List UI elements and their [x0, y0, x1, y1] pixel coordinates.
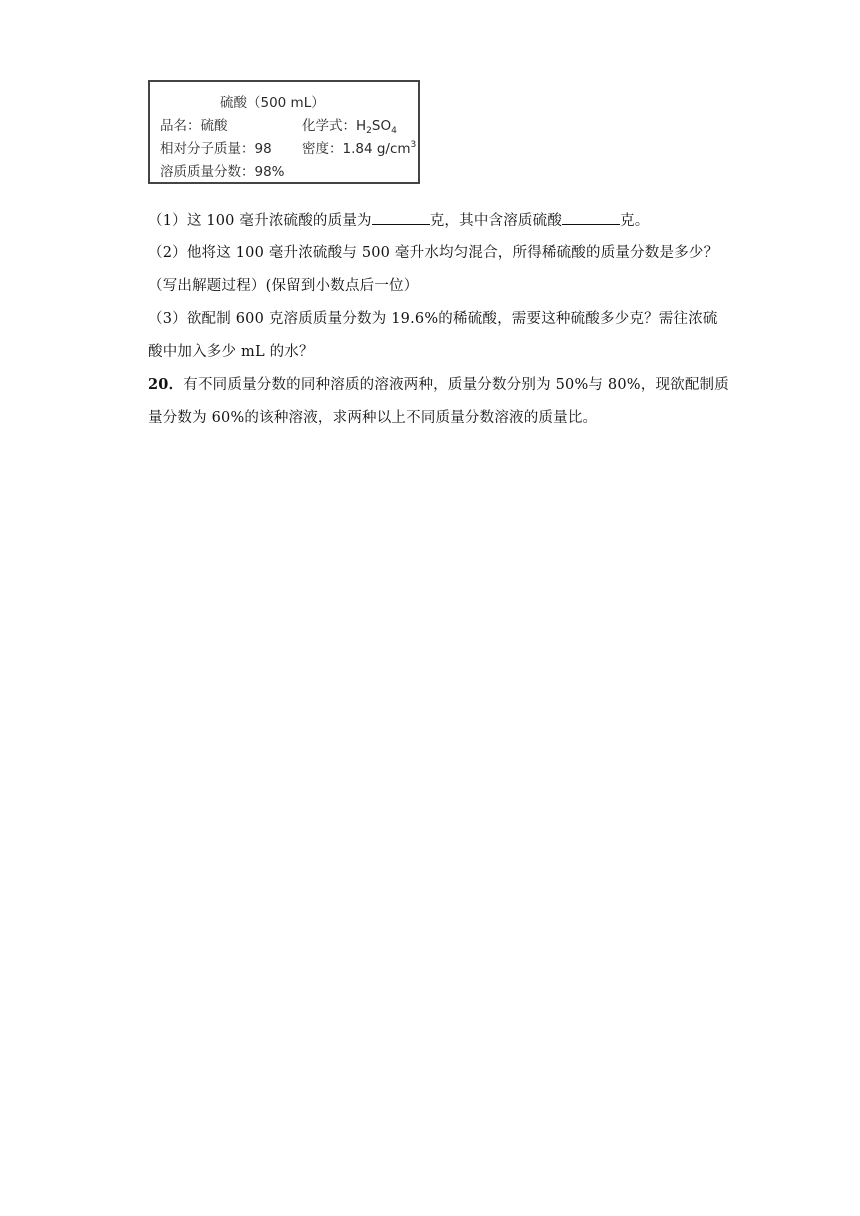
formula-label: 化学式： — [302, 118, 356, 134]
question-20-text: 有不同质量分数的同种溶质的溶液两种，质量分数分别为 50%与 80%，现欲配制质 — [183, 377, 729, 393]
formula-h: H — [356, 118, 367, 134]
formula-h-subscript: 2 — [366, 126, 372, 136]
question-20-number: 20． — [148, 376, 184, 393]
question-2-line-1: （2）他将这 100 毫升浓硫酸与 500 毫升水均匀混合，所得稀硫酸的质量分数是多少？ — [148, 245, 719, 261]
formula-so: SO — [371, 118, 392, 134]
label-title: 硫酸（500 mL） — [220, 95, 325, 111]
density-superscript: 3 — [410, 140, 417, 150]
q1-text-b: 克，其中含溶质硫酸 — [429, 213, 563, 229]
label-chemical-formula — [302, 114, 397, 136]
formula-so-subscript: 4 — [391, 126, 397, 136]
question-3-line-1: （3）欲配制 600 克溶质质量分数为 19.6%的稀硫酸，需要这种硫酸多少克？需往浓硫 — [148, 311, 718, 327]
label-mass-fraction: 溶质质量分数：98% — [160, 164, 285, 180]
label-density — [302, 137, 416, 157]
question-2-line-2: （写出解题过程）(保留到小数点后一位） — [148, 278, 419, 294]
question-1 — [148, 210, 649, 231]
q1-text-a: （1）这 100 毫升浓硫酸的质量为 — [148, 213, 372, 229]
density-text: 密度：1.84 g/cm — [302, 141, 411, 157]
q1-blank-mass[interactable] — [372, 210, 430, 225]
label-product-name: 品名：硫酸 — [160, 118, 228, 134]
sulfuric-acid-label — [148, 80, 420, 184]
question-20-line-1 — [148, 375, 729, 395]
label-molar-mass: 相对分子质量：98 — [160, 141, 272, 157]
q1-text-c: 克。 — [620, 213, 650, 229]
q1-blank-solute[interactable] — [562, 210, 620, 225]
question-20-line-2: 量分数为 60%的该种溶液，求两种以上不同质量分数溶液的质量比。 — [148, 410, 598, 426]
question-3-line-2: 酸中加入多少 mL 的水？ — [148, 344, 314, 360]
